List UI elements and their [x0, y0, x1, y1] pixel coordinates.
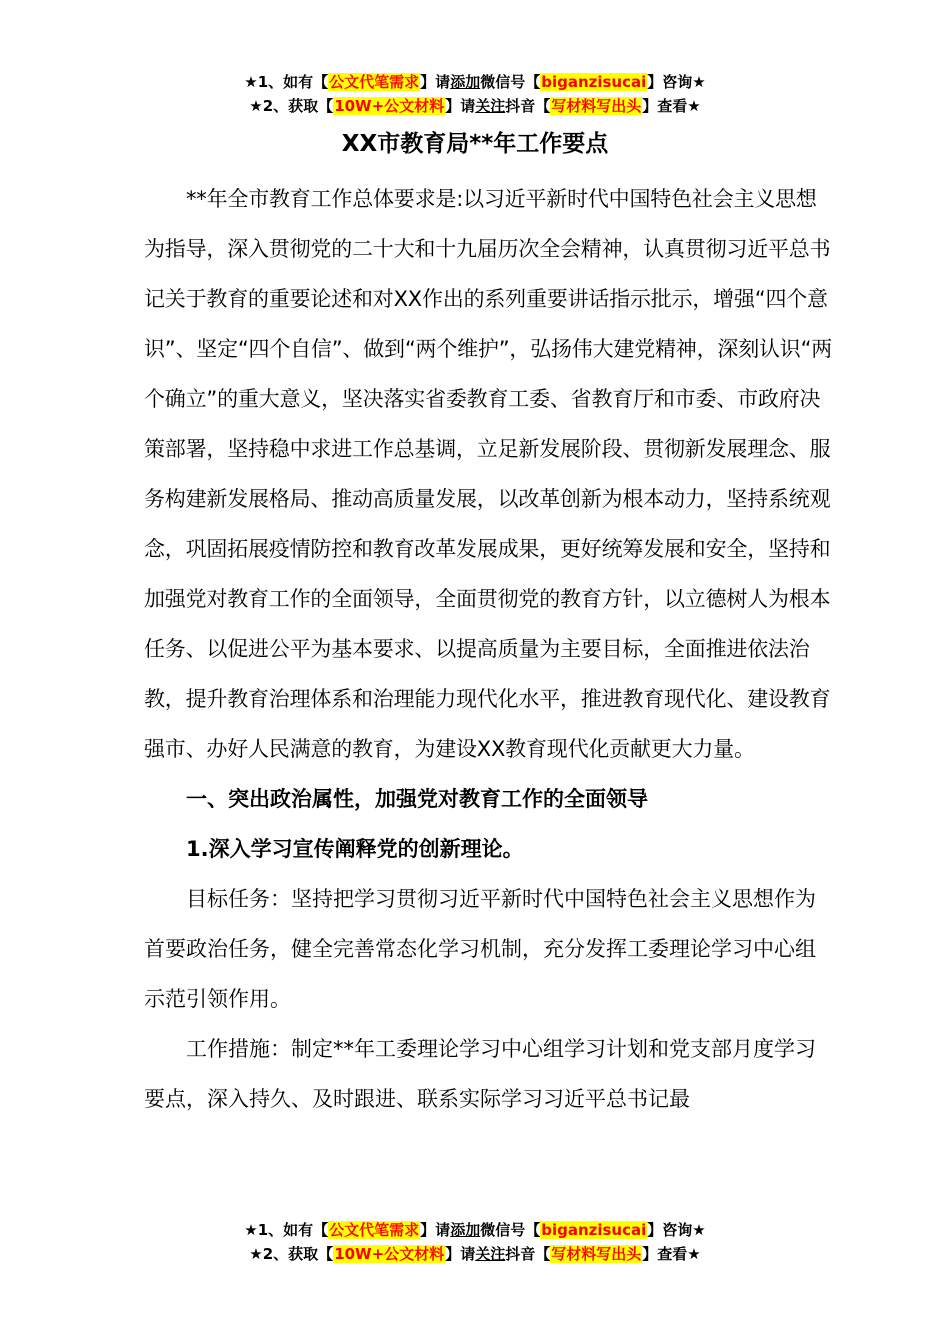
measures-paragraph: 工作措施：制定**年工委理论学习中心组学习计划和党支部月度学习要点，深入持久、及时跟进、联系实际学习习近平总书记最: [144, 1037, 816, 1111]
banner-line-1: [0, 1218, 950, 1242]
banner-text: 】请: [420, 73, 451, 91]
section-heading: 一、突出政治属性，加强党对教育工作的全面领导: [186, 787, 648, 811]
banner-highlight: 10W+公文材料: [334, 97, 445, 115]
banner-line-2: [0, 1242, 950, 1266]
banner-text: ★1、如有【: [244, 1221, 329, 1239]
banner-emphasis: 添加: [450, 73, 481, 91]
banner-text: 微信号【: [480, 1221, 541, 1239]
item-heading: 1.深入学习宣传阐释党的创新理论。: [186, 837, 524, 861]
document-title: XX市教育局**年工作要点: [341, 131, 609, 157]
banner-highlight: biganzisucai: [541, 73, 647, 91]
footer-banner: [0, 1218, 950, 1266]
banner-highlight: 写材料写出头: [551, 97, 642, 115]
banner-text: 】请: [445, 97, 476, 115]
banner-highlight: 10W+公文材料: [334, 1245, 445, 1263]
banner-text: 】咨询★: [647, 73, 706, 91]
banner-emphasis: 关注: [475, 97, 506, 115]
banner-text: 抖音【: [505, 1245, 551, 1263]
banner-text: 】查看★: [642, 97, 701, 115]
banner-text: ★1、如有【: [244, 73, 329, 91]
banner-highlight: 公文代笔需求: [329, 1221, 420, 1239]
banner-text: ★2、获取【: [249, 1245, 334, 1263]
banner-text: 微信号【: [480, 73, 541, 91]
banner-line-2: [0, 94, 950, 118]
banner-highlight: 公文代笔需求: [329, 73, 420, 91]
banner-emphasis: 添加: [450, 1221, 481, 1239]
intro-paragraph: **年全市教育工作总体要求是:以习近平新时代中国特色社会主义思想为指导，深入贯彻党的二十大和十九届历次全会精神，认真贯彻习近平总书记关于教育的重要论述和对XX作出的系列重要讲话指示批示，增强“四个意识”、坚定“四个自信”、做到“两个维护”，弘扬伟大建党精神，深刻认识“两个确立”的重大意义，坚决落实省委教育工委、省教育厅和市委、市政府决策部署，坚持稳中求进工作总基调，立足新发展阶段、贯彻新发展理念、服务构建新发展格局、推动高质量发展，以改革创新为根本动力，坚持系统观念，巩固拓展疫情防控和教育改革发展成果，更好统筹发展和安全，坚持和加强党对教育工作的全面领导，全面贯彻党的教育方针，以立德树人为根本任务、以促进公平为基本要求、以提高质量为主要目标，全面推进依法治教，提升教育治理体系和治理能力现代化水平，推进教育现代化、建设教育强市、办好人民满意的教育，为建设XX教育现代化贡献更大力量。: [144, 187, 833, 761]
banner-line-1: [0, 70, 950, 94]
banner-emphasis: 关注: [475, 1245, 506, 1263]
goal-paragraph: 目标任务：坚持把学习贯彻习近平新时代中国特色社会主义思想作为首要政治任务，健全完善常态化学习机制，充分发挥工委理论学习中心组示范引领作用。: [144, 887, 816, 1011]
banner-text: 】咨询★: [647, 1221, 706, 1239]
banner-text: ★2、获取【: [249, 97, 334, 115]
document-body: [144, 174, 834, 1124]
banner-highlight: 写材料写出头: [551, 1245, 642, 1263]
banner-highlight: biganzisucai: [541, 1221, 647, 1239]
banner-text: 】请: [420, 1221, 451, 1239]
banner-text: 】请: [445, 1245, 476, 1263]
banner-text: 】查看★: [642, 1245, 701, 1263]
header-banner: [0, 70, 950, 118]
banner-text: 抖音【: [505, 97, 551, 115]
